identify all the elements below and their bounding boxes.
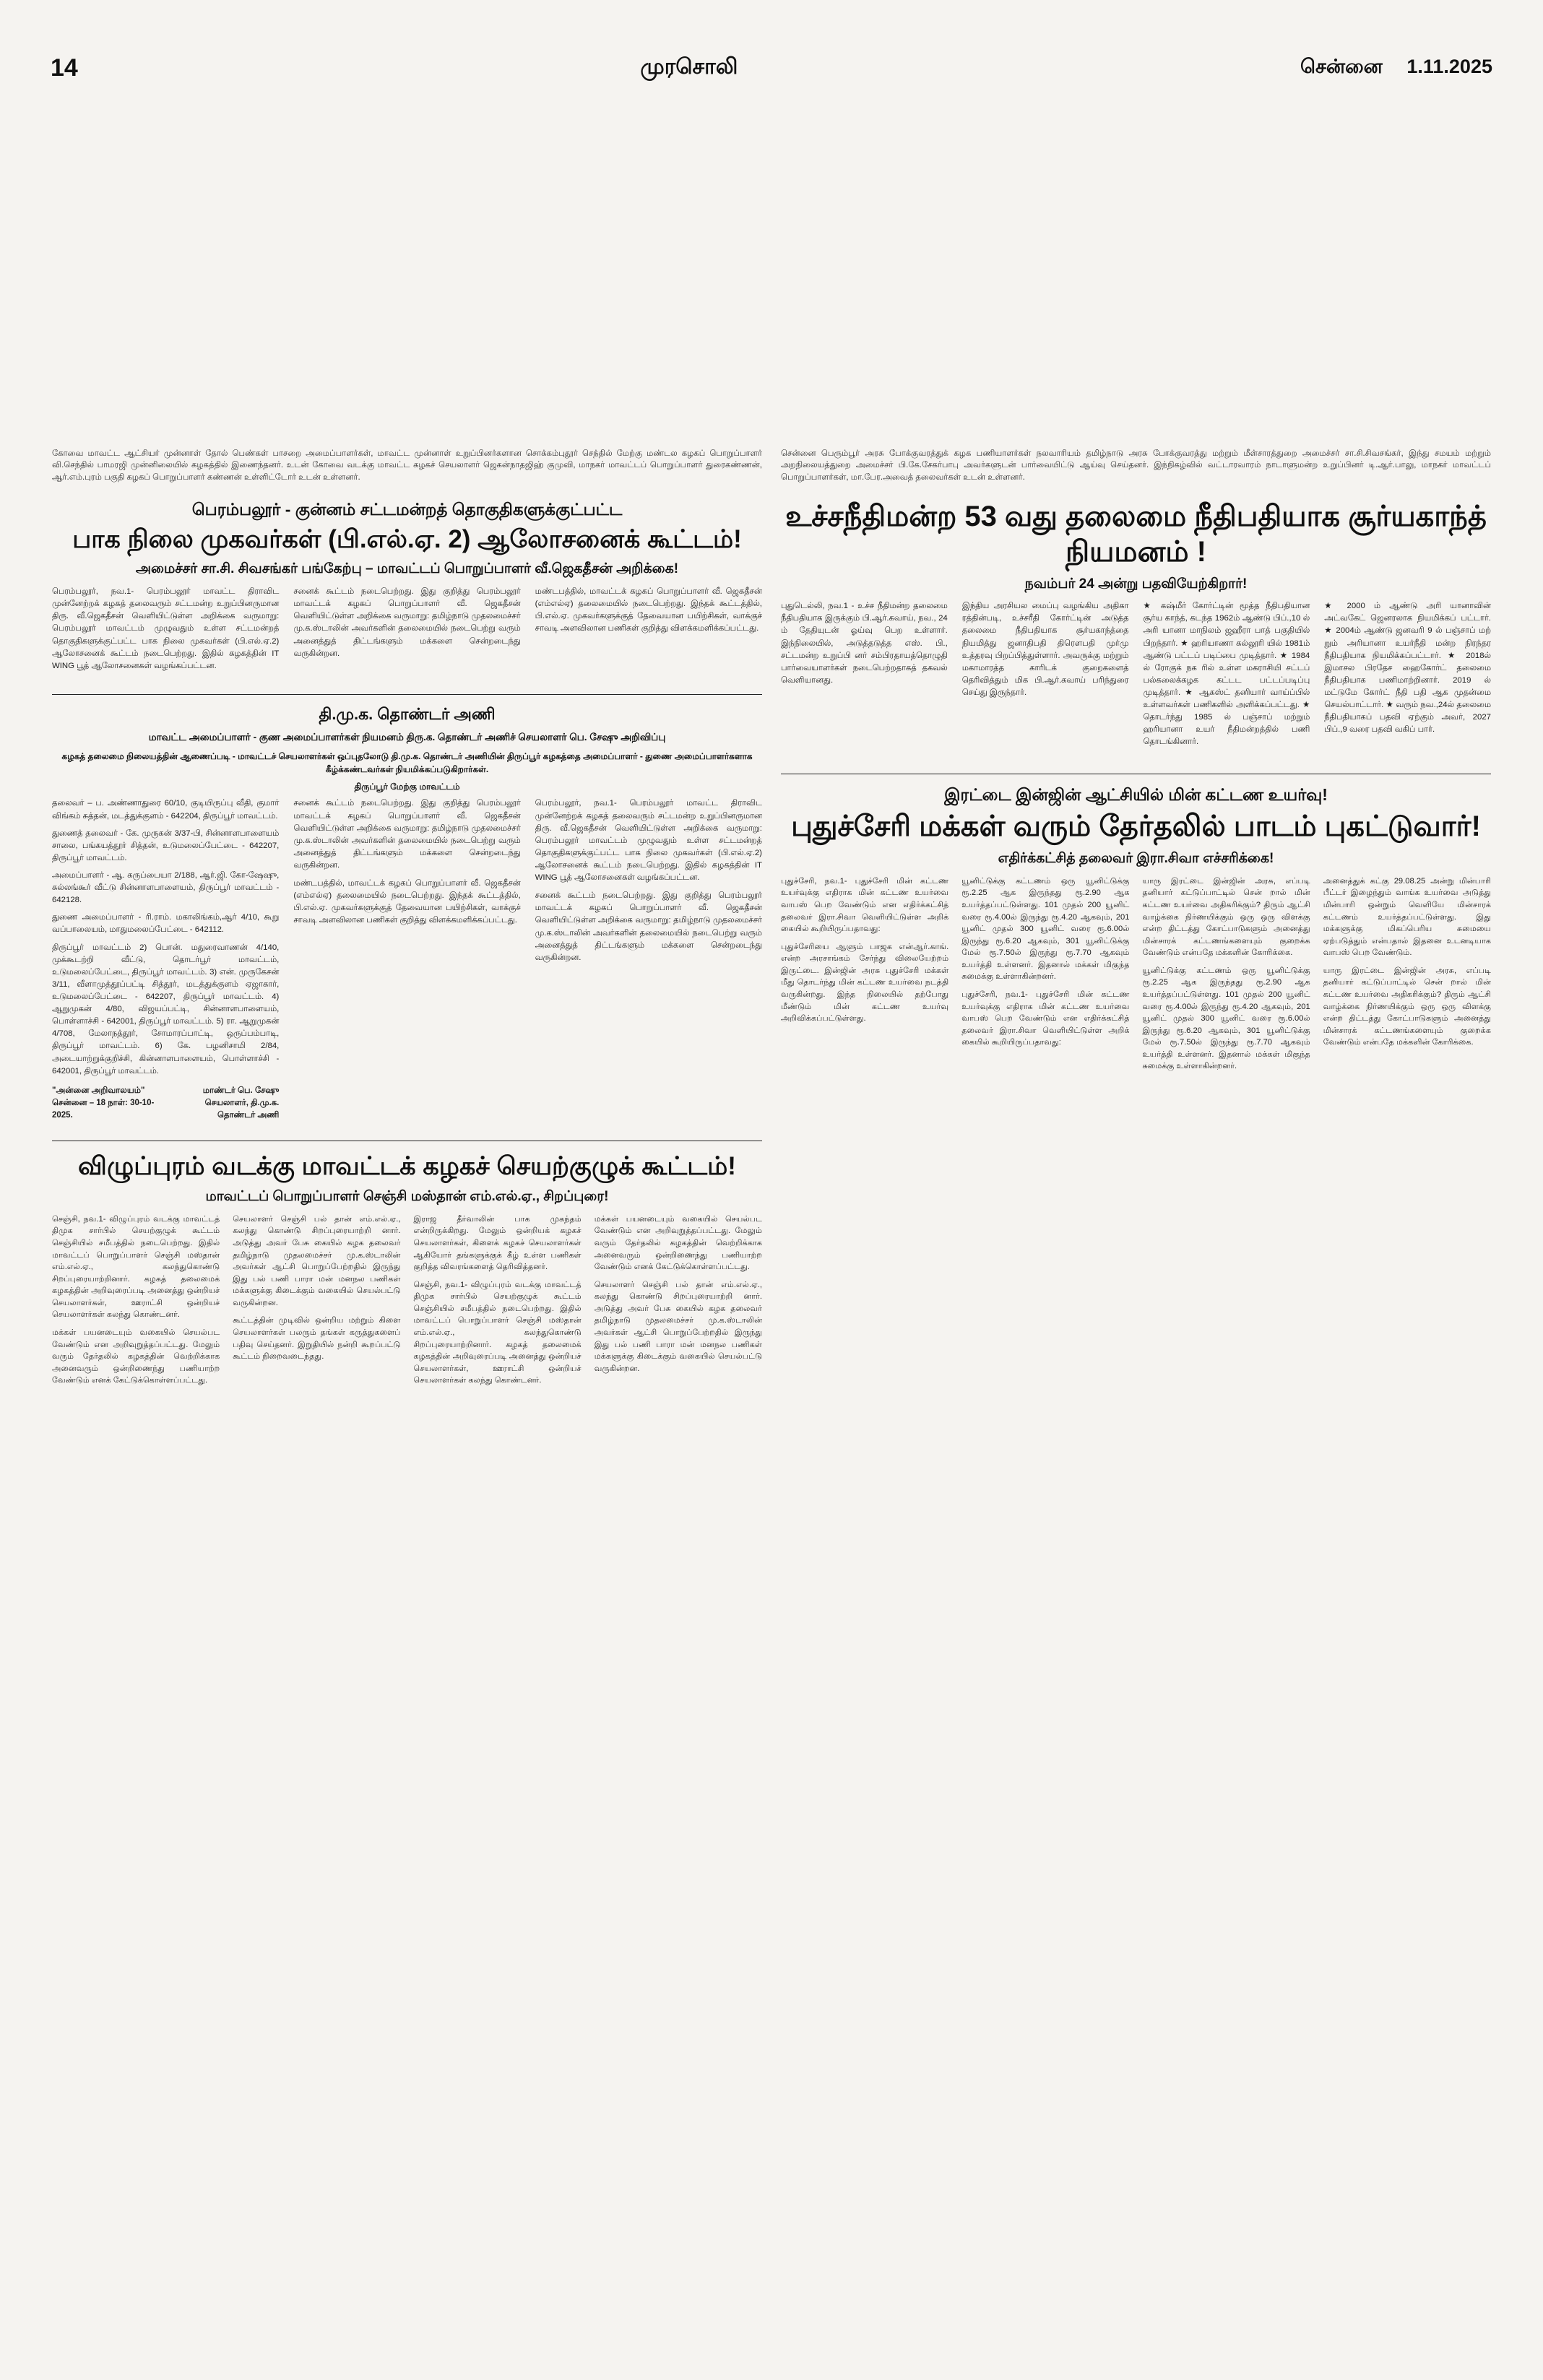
- paragraph: யாரு இரட்டை இன்ஜின் அரசு, எப்படி தனியார் கட்டுப்பாட்டில் சென் றால் மின் கட்டண உயர்வை அதிகரிக்கும்? திரும் ஆட்சி வாழ்க்கை நிர்ணயிக்கும் ஒரு ஒரு விளக்கு என்ற திட்டத்து கோட்பாடுகளும் அனைத்து மின்சாரக் கட்டணங்களையும் குறைக்க வேண்டும் என்பதே மக்களின் கோரிக்கை.: [1323, 966, 1491, 1047]
- two-column-layout: [52, 448, 1491, 1393]
- paragraph: புதுச்சேரி, நவ.1- புதுச்சேரி மின் கட்டண உயர்வுக்கு எதிராக மின் கட்டண உயர்வை வாபஸ் பெற வேண்டும் என எதிர்க்கட்சித் தலைவர் இரா.சிவா வெளியிட்டுள்ள அறிக் கையில் கூறியிருப்பதாவது:: [961, 990, 1130, 1047]
- paragraph: மண்டபத்தில், மாவட்டக் கழகப் பொறுப்பாளர் வீ. ஜெகதீசன் (எம்எல்ஏ) தலைமையில் நடைபெற்றது. இந்தக் கூட்டத்தில், பி.எல்.ஏ. முகவர்களுக்குத் தேவையான பயிற்சிகள், வாக்குச் சாவடி அளவிலான பணிகள் குறித்து விளக்கமளிக்கப்பட்டது.: [293, 879, 521, 925]
- body-column: [1143, 875, 1310, 1078]
- article-subhead: அமைச்சர் சா.சி. சிவசங்கர் பங்கேற்பு – மாவட்டப் பொறுப்பாளர் வீ.ஜெகதீசன் அறிக்கை!: [135, 561, 679, 577]
- article-body: [52, 1213, 762, 1393]
- left-photo-caption: கோவை மாவட்ட ஆட்சியர் முன்னாள் தோல் பெண்கள் பாசறை அமைப்பாளர்கள், மாவட்ட முன்னாள் உறுப்பினர்களான சொக்கம்புதூர் செந்தில் மேற்கு மண்டல கழகப் பொறுப்பாளர் வி.செந்தில் பாமரஜி முன்னிலையில் கழகத்தில் இணைந்தனர். உடன் கோவை வடக்கு மாவட்ட கழகச் செயலாளர் ஜெகன்நாதஜிஹ் குமுவி, மாநகர் மாவட்டப் பொறுப்பாளர் துரைகண்ணன், ஆர்.எம்.புரம் பகுதி கழகப் பொறுப்பாளர் கண்ணன் உள்ளிட்டோர் உடன் உள்ளனர்.: [52, 449, 762, 482]
- article-subhead: நவம்பர் 24 அன்று பதவியேற்கிறார்!: [1024, 576, 1248, 592]
- paragraph: சனைக் கூட்டம் நடைபெற்றது. இது குறித்து பெரம்பலூர் மாவட்டக் கழகப் பொறுப்பாளர் வீ. ஜெகதீசன் வெளியிட்டுள்ள அறிக்கை வருமாறு: தமிழ்நாடு முதலமைச்சர் மு.க.ஸ்டாலின் அவர்களின் தலைமையில் நடைபெற்று வரும் அனைத்துத் திட்டங்களும் மக்களை சென்றடைந்து வருகின்றன.: [293, 587, 521, 658]
- edition-info: [1300, 56, 1492, 81]
- body-column: [595, 1213, 762, 1393]
- body-column: [293, 586, 520, 678]
- paragraph: பெரம்பலூர், நவ.1- பெரம்பலூர் மாவட்ட திராவிட முன்னேற்றக் கழகத் தலைவரும் சட்டமன்ற உறுப்பினருமான திரு. வீ.ஜெகதீசன் வெளியிட்டுள்ள அறிக்கை வருமாறு: பெரம்பலூர் மாவட்டம் முழுவதும் உள்ள சட்டமன்றத் தொகுதிகளுக்குட்பட்ட பாக நிலை முகவர்கள் (பி.எல்.ஏ.2) ஆலோசனைக் கூட்டம் நடைபெற்றது. இதில் கழகத்தின் IT WING பூத் ஆலோசனைகள் வழங்கப்பட்டன.: [52, 587, 280, 670]
- body-column: [414, 1213, 582, 1393]
- body-column: [1324, 600, 1491, 754]
- body-column: [52, 797, 279, 1122]
- paragraph: அனைத்துக் கட்கு 29.08.25 அன்று மின்பாரி பீட்டர் இழைந்தும் வாங்க உயர்வை அடுத்து மின்பாரி ஒன்றும் வெளியே மின்சாரக் கட்டணம் உயர்த்தப்பட்டுள்ளது. இது மக்களுக்கு மிகப்பெரிய சுமையை ஏற்படுத்தும் என்பதால் இதனை உடனடியாக வாபஸ் பெற வேண்டும்.: [1323, 876, 1491, 958]
- paper-name: முரசொலி: [640, 54, 738, 79]
- right-photo-caption: சென்னை பெரும்பூர் அரசு போக்குவரத்துக் கழக பணியாளர்கள் நலவாரியம் தமிழ்நாடு அரசு போக்குவரத்து மற்றும் மீள்சாரத்துறை அமைச்சர் சா.சி.சிவசங்கர், இந்து சமயம் மற்றும் அறநிலையத்துறை அமைச்சர் பி.கே.சேகர்பாபு அவர்களுடன் பார்வையிட்டு ஆய்வு செய்தனர். இந்நிகழ்வில் வட்டாரவாரம் நாடாளுமன்ற உறுப்பினர் டி.ஆர்.பாலு, மாநகர் மாவட்டப் பொறுப்பாளர்கள், மா.பேர.அவைத் தலைவர்கள் உடன் உள்ளனர்.: [781, 449, 1491, 482]
- body-column: [233, 1213, 400, 1393]
- paragraph: யாரு இரட்டை இன்ஜின் அரசு, எப்படி தனியார் கட்டுப்பாட்டில் சென் றால் மின் கட்டண உயர்வை அதிகரிக்கும்? திரும் ஆட்சி வாழ்க்கை நிர்ணயிக்கும் ஒரு ஒரு விளக்கு என்ற திட்டத்து கோட்பாடுகளும் அனைத்து மின்சாரக் கட்டணங்களையும் குறைக்க வேண்டும் என்பதே மக்களின் கோரிக்கை.: [1142, 876, 1310, 958]
- paragraph: செஞ்சி, நவ.1- விழுப்புரம் வடக்கு மாவட்டத் திமுக சார்பில் செயற்குழுக் கூட்டம் செஞ்சியில் சமீபத்தில் நடைபெற்றது. இதில் மாவட்டப் பொறுப்பாளர் செஞ்சி மஸ்தான் எம்.எல்.ஏ., கலந்துகொண்டு சிறப்புரையாற்றினார். கழகத் தலைமைக் கழகத்தின் அறிவுரைப்படி அனைத்து ஒன்றியச் செயலாளர்கள், ஊராட்சி ஒன்றியச் செயலாளர்கள் கலந்து கொண்டனர்.: [52, 1214, 220, 1320]
- body-column: [1144, 600, 1310, 754]
- article-subtitle: மாவட்ட அமைப்பாளர் - குண அமைப்பாளர்கள் நியமனம் திரு.க. தொண்டர் அணிச் செயலாளர் பெ. சேஷு அறிவிப்பு: [148, 731, 666, 743]
- paragraph: மக்கள் பயனடையும் வகையில் செயல்பட வேண்டும் என அறிவுறுத்தப்பட்டது. மேலும் வரும் தேர்தலில் கழகத்தின் வெற்றிக்காக அனைவரும் ஒன்றிணைந்து பணியாற்ற வேண்டும் எனக் கேட்டுக்கொள்ளப்பட்டது.: [594, 1214, 762, 1272]
- body-column: [52, 586, 279, 678]
- paragraph: புதுச்சேரியை ஆளும் பாஜக என்ஆர்.காங். என்ற அரசாங்கம் சேர்ந்து விலையேற்றம் இருட்டை. இன்ஜின் அரசு புதுச்சேரி மக்கள் மீது தொடர்ந்து மின் கட்டண உயர்வை நடத்தி வருகின்றது. இந்த நிலையில் தற்போது மீண்டும் மின் கட்டண உயர்வு அறிவிக்கப்பட்டுள்ளது.: [781, 942, 949, 1024]
- signature-row: [52, 1085, 279, 1122]
- edition-city: சென்னை: [1300, 56, 1383, 77]
- body-column: [535, 797, 762, 1122]
- paragraph: இந்திய அரசியல மைப்பு வழங்கிய அதிகா ரத்தின்படி, உச்சரீதி கோர்ட்டின் அடுத்த தலைமை நீதிபதியாக சூர்யகாந்த்தை நியமித்து ஜனாதிபதி திரௌபதி முர்மு உத்தரவு பிறப்பித்துள்ளார். அவருக்கு மற்றும் மகாமாரத்த காரிடக் குறைகளைத் தெரிவித்தும் மிக பி.ஆர்.கவாய் பரிந்துரை செய்து இருந்தார்.: [961, 602, 1129, 698]
- paragraph: புதுடெல்லி, நவ.1 - உச்ச நீதிமன்ற தலைமை நீதிபதியாக இருக்கும் பி.ஆர்.கவாய், நவ., 24 ம் தேதியுடன் ஓய்வு பெற உள்ளார். இந்நிலையில், அடுத்தடுத்த எஸ். பி., சட்டமன்ற உறுப்பி னர் சம்பிரதாயத்தொழுதி பார்வையாளர்கள் நடைபெற்றதாகத் தகவல் வெளியானது.: [781, 602, 948, 685]
- article-headline: உச்சநீதிமன்ற 53 வது தலைமை நீதிபதியாக சூர்யகாந்த் நியமனம் !: [785, 500, 1487, 568]
- paragraph: சனைக் கூட்டம் நடைபெற்றது. இது குறித்து பெரம்பலூர் மாவட்டக் கழகப் பொறுப்பாளர் வீ. ஜெகதீசன் வெளியிட்டுள்ள அறிக்கை வருமாறு: தமிழ்நாடு முதலமைச்சர் மு.க.ஸ்டாலின் அவர்களின் தலைமையில் நடைபெற்று வரும் அனைத்துத் திட்டங்களும் மக்களை சென்றடைந்து வருகின்றன.: [535, 891, 762, 962]
- article-villupuram-meeting: [52, 1141, 762, 1392]
- paragraph: அமைப்பாளர் - ஆ. கருப்பையா 2/188, ஆர்.ஜி. கோ-ஷேஷு, சுல்லங்கூர் வீட்டு சின்னாளபாளையம், திருப்பூர் மாவட்டம் - 642128.: [52, 870, 280, 905]
- article-subhead: எதிர்க்கட்சித் தலைவர் இரா.சிவா எச்சரிக்கை!: [998, 851, 1274, 867]
- article-subhead: மாவட்டப் பொறுப்பாளர் செஞ்சி மஸ்தான் எம்.எல்.ஏ., சிறப்புரை!: [205, 1189, 609, 1205]
- body-column: [293, 797, 520, 1122]
- paragraph: யூனிட்டுக்கு கட்டணம் ஒரு யூனிட்டுக்கு ரூ.2.25 ஆக இருந்தது ரூ.2.90 ஆக உயர்த்தப்பட்டுள்ளது. 101 முதல் 200 யூனிட் வரை ரூ.4.00ல் இருந்து ரூ.4.20 ஆகவும், 201 யூனிட் முதல் 300 யூனிட் வரை ரூ.6.00ல் இருந்து ரூ.6.20 ஆகவும், 301 யூனிட்டுக்கு மேல் ரூ.7.50ல் இருந்து ரூ.7.70 ஆகவும் உயர்த்தி உள்ளனர். இதனால் மக்கள் மிகுந்த சுமைக்கு உள்ளாகின்றனர்.: [1142, 966, 1310, 1071]
- article-kicker: இரட்டை இன்ஜின் ஆட்சியில் மின் கட்டண உயர்வு!: [944, 784, 1328, 804]
- article-kicker: பெரம்பலூர் - குன்னம் சட்டமன்றத் தொகுதிகளுக்குட்பட்ட: [191, 499, 623, 519]
- paragraph: செஞ்சி, நவ.1- விழுப்புரம் வடக்கு மாவட்டத் திமுக சார்பில் செயற்குழுக் கூட்டம் செஞ்சியில் சமீபத்தில் நடைபெற்றது. இதில் மாவட்டப் பொறுப்பாளர் செஞ்சி மஸ்தான் எம்.எல்.ஏ., கலந்துகொண்டு சிறப்புரையாற்றினார். கழகத் தலைமைக் கழகத்தின் அறிவுரைப்படி அனைத்து ஒன்றியச் செயலாளர்கள், ஊராட்சி ஒன்றியச் செயலாளர்கள் கலந்து கொண்டனர்.: [413, 1280, 582, 1385]
- signature-name: மாண்டர் பெ. சேஷு செயலாளர், தி.மு.க. தொண்டர் அணி: [202, 1086, 280, 1120]
- article-thondar-ani: [52, 694, 762, 1122]
- paragraph: தலைவர் – ப. அண்ணாதுரை 60/10, குடியிருப்பு வீதி, குமார் விங்கம் சுத்தன், மடத்துக்குளம் - 642204, திருப்பூர் மாவட்டம்.: [52, 799, 280, 821]
- paragraph: கூட்டத்தின் முடிவில் ஒன்றிய மற்றும் கிளை செயலாளர்கள் பலரும் தங்கள் கருத்துகளைப் பதிவு செய்தனர். இறுதியில் நன்றி கூறப்பட்டு கூட்டம் நிறைவடைந்தது.: [233, 1316, 401, 1362]
- left-half: [52, 448, 762, 1393]
- district-title: திருப்பூர் மேற்கு மாவட்டம்: [354, 782, 460, 792]
- appointments-body: [52, 797, 762, 1122]
- paragraph: செயலாளர் செஞ்சி பல் தான் எம்.எல்.ஏ., கலந்து கொண்டு சிறப்புரையாற்றி னார். அடுத்து அவர் பேசு கையில் கழக தலைவர் தமிழ்நாடு முதலமைச்சர் மு.க.ஸ்டாலின் அவர்கள் ஆட்சி பொறுப்பேற்றதில் இருந்து இது பல் பணி பாரா மன் மனநல பணிகள் மக்களுக்கு கிடைக்கும் வகையில் செயல்பட்டு வருகின்றன.: [233, 1214, 401, 1307]
- edition-date: 1.11.2025: [1406, 56, 1492, 77]
- article-body: [781, 875, 1491, 1078]
- paragraph: துணைத் தலைவர் - கே. முருகன் 3/37-பி, சின்னாளபாளையம் சாலை, பங்கயத்தூர் சித்தன், உடுமலைப்பேட்டை - 642207, திருப்பூர் மாவட்டம்.: [52, 828, 280, 862]
- article-body: [781, 600, 1491, 754]
- paragraph: சனைக் கூட்டம் நடைபெற்றது. இது குறித்து பெரம்பலூர் மாவட்டக் கழகப் பொறுப்பாளர் வீ. ஜெகதீசன் வெளியிட்டுள்ள அறிக்கை வருமாறு: தமிழ்நாடு முதலமைச்சர் மு.க.ஸ்டாலின் அவர்களின் தலைமையில் நடைபெற்று வரும் அனைத்துத் திட்டங்களும் மக்களை சென்றடைந்து வருகின்றன.: [293, 799, 521, 870]
- paragraph: ★ கஷ்மீர் கோர்ட்டின் மூத்த நீதிபதியான சூர்ய காந்த், கடந்த 1962ம் ஆண்டு பிப்.,10 ல் அரி யானா மாநிலம் ஜஹீரா பாத் பகுதியில் பிறந்தார். ★ ஹரியாணா கல்லூரி யில் 1981ம் ஆண்டு பட்டப் படிப்பை முடித்தார். ★ 1984 ல் ரோகுக் நக ரில் உள்ள மகராசியி சட்டப் பல்கலைக்கழக கட்டட பட்டப்படிப்பு முடித்தார். ★ ஆகஸ்ட் தனியார் வாய்ப்பில் உள்ளவர்கள் பணிகளில் அளிக்கப்பட்டது. ★ தொடர்ந்து 1985 ல் பஞ்சாப் மற்றும் ஹரியானா உயர் நீதிமன்றத்தில் பணி தொடங்கினார்.: [1143, 602, 1310, 747]
- masthead: [51, 54, 1492, 82]
- body-column: [962, 600, 1129, 754]
- right-half: [781, 448, 1491, 1393]
- article-perambalur-bla: [52, 499, 762, 678]
- paragraph: பெரம்பலூர், நவ.1- பெரம்பலூர் மாவட்ட திராவிட முன்னேற்றக் கழகத் தலைவரும் சட்டமன்ற உறுப்பினருமான திரு. வீ.ஜெகதீசன் வெளியிட்டுள்ள அறிக்கை வருமாறு: பெரம்பலூர் மாவட்டம் முழுவதும் உள்ள சட்டமன்றத் தொகுதிகளுக்குட்பட்ட பாக நிலை முகவர்கள் (பி.எல்.ஏ.2) ஆலோசனைக் கூட்டம் நடைபெற்றது. இதில் கழகத்தின் IT WING பூத் ஆலோசனைகள் வழங்கப்பட்டன.: [535, 799, 762, 883]
- paragraph: செயலாளர் செஞ்சி பல் தான் எம்.எல்.ஏ., கலந்து கொண்டு சிறப்புரையாற்றி னார். அடுத்து அவர் பேசு கையில் கழக தலைவர் தமிழ்நாடு முதலமைச்சர் மு.க.ஸ்டாலின் அவர்கள் ஆட்சி பொறுப்பேற்றதில் இருந்து இது பல் பணி பாரா மன் மனநல பணிகள் மக்களுக்கு கிடைக்கும் வகையில் செயல்பட்டு வருகின்றன.: [594, 1280, 762, 1373]
- divider: [52, 694, 762, 695]
- body-column: [781, 600, 948, 754]
- article-headline: புதுச்சேரி மக்கள் வரும் தேர்தலில் பாடம் புகட்டுவார்!: [791, 810, 1481, 843]
- paragraph: மண்டபத்தில், மாவட்டக் கழகப் பொறுப்பாளர் வீ. ஜெகதீசன் (எம்எல்ஏ) தலைமையில் நடைபெற்றது. இந்தக் கூட்டத்தில், பி.எல்.ஏ. முகவர்களுக்குத் தேவையான பயிற்சிகள், வாக்குச் சாவடி அளவிலான பணிகள் குறித்து விளக்கமளிக்கப்பட்டது.: [535, 587, 762, 633]
- body-column: [535, 586, 762, 678]
- body-column: [781, 875, 948, 1078]
- article-headline: பாக நிலை முகவர்கள் (பி.எல்.ஏ. 2) ஆலோசனைக் கூட்டம்!: [72, 524, 742, 553]
- page-number: 14: [51, 54, 78, 82]
- body-column: [961, 875, 1129, 1078]
- body-column: [1323, 875, 1491, 1078]
- signature-address: "அன்னை அறிவாலயம்" சென்னை – 18 நாள்: 30-10-2025.: [52, 1086, 155, 1120]
- paragraph: புதுச்சேரி, நவ.1- புதுச்சேரி மின் கட்டண உயர்வுக்கு எதிராக மின் கட்டண உயர்வை வாபஸ் பெற வேண்டும் என எதிர்க்கட்சித் தலைவர் இரா.சிவா வெளியிட்டுள்ள அறிக் கையில் கூறியிருப்பதாவது:: [781, 876, 949, 934]
- article-headline: விழுப்புரம் வடக்கு மாவட்டக் கழகச் செயற்குழுக் கூட்டம்!: [78, 1152, 736, 1181]
- article-puducherry-power-tariff: [781, 774, 1491, 1078]
- article-title: தி.மு.க. தொண்டர் அணி: [319, 704, 496, 723]
- paragraph: திருப்பூர் மாவட்டம் 2) பொன். மதுரைவாணன் 4/140, முக்கூடற்றி வீட்டு, தொடர்பூர் மாவட்டம், உடுமலைப்பேட்டை, திருப்பூர் மாவட்டம். 3) என். முருகேசன் 3/11, வீளாமுத்தூப்பட்டி சித்தூர், மடத்துக்குளம் ஏஜாகார், உடுமலைப்பேட்டை - 642207, திருப்பூர் மாவட்டம். 4) ஆறுமுகன் 4/80, விஜயப்பட்டி, சின்னாளபாளையம், பொள்ளாச்சி - 642001, திருப்பூர் மாவட்டம். 5) ரா. ஆறுமுகன் 4/708, மேலாநத்தூர், சோமாரப்பாட்டி, ஒருப்பம்பாடி, திருப்பூர் மாவட்டம். 6) கே. பழனிசாமி 2/84, அடையாற்றுக்குறிச்சி, கின்னாளபாளையம், பொள்ளாச்சி - 642001, திருப்பூர் மாவட்டம்.: [52, 943, 280, 1076]
- paragraph: இராஜ தீர்வாலின் பாக முகந்தம் என்றிருக்கிறது. மேலும் ஒன்றியக் கழகச் செயலாளர்கள், கிளைக் கழகச் செயலாளர்கள் ஆகியோர் தங்களுக்குக் கீழ் உள்ள பணிகள் குறித்த விவரங்களைத் தெரிவித்தனர்.: [413, 1214, 582, 1272]
- paragraph: ★ 2000 ம் ஆண்டு அரி யானாவின் அட்வகேட் ஜெனரலாக நியமிக்கப் பட்டார். ★ 2004ம் ஆண்டு ஜனவரி 9 ல் பஞ்சாப் மற் றும் அரியானா உயர்நீதி மன்ற நிரந்தர நீதிபதியாக நியமிக்கப்பட்டார். ★ 2018ல் இமாசல பிரதேச ஹைகோர்ட் தலைமை நீதிபதியாக பணிமாற்றினார். 2019 ல் மட்டுமே கோர்ட் நீதி பதி ஆக முதன்மை செயல்பாட்டார். ★ வரும் நவ.,24ல் தலைமை நீதிபதியாகப் பதவி ஏற்கும் அவர், 2027 பிப்.,9 வரை பதவி வகிப் பார்.: [1324, 602, 1491, 735]
- page-content: [52, 448, 1491, 2351]
- article-chief-justice: [781, 499, 1491, 755]
- paragraph: மக்கள் பயனடையும் வகையில் செயல்பட வேண்டும் என அறிவுறுத்தப்பட்டது. மேலும் வரும் தேர்தலில் கழகத்தின் வெற்றிக்காக அனைவரும் ஒன்றிணைந்து பணியாற்ற வேண்டும் எனக் கேட்டுக்கொள்ளப்பட்டது.: [52, 1328, 220, 1385]
- article-body: [52, 586, 762, 678]
- article-intro: கழகத் தலைமை நிலையத்தின் ஆணைப்படி - மாவட்டச் செயலாளர்கள் ஒப்புதலோடு தி.மு.க. தொண்டர் அணியின் திருப்பூர் கழகத்தை அமைப்பாளர் - துணை அமைப்பாளர்களாக கீழ்க்கண்டவர்கள் நியமிக்கப்படுகிறார்கள்.: [61, 751, 753, 775]
- body-column: [52, 1213, 220, 1393]
- paragraph: துணை அமைப்பாளர் - ரி.ராம். மகாலிங்கம்,ஆர் 4/10, கூறு வப்பாலையம், மாதுமலைப்பேட்டை - 642112.: [52, 913, 280, 935]
- paragraph: யூனிட்டுக்கு கட்டணம் ஒரு யூனிட்டுக்கு ரூ.2.25 ஆக இருந்தது ரூ.2.90 ஆக உயர்த்தப்பட்டுள்ளது. 101 முதல் 200 யூனிட் வரை ரூ.4.00ல் இருந்து ரூ.4.20 ஆகவும், 201 யூனிட் முதல் 300 யூனிட் வரை ரூ.6.00ல் இருந்து ரூ.6.20 ஆகவும், 301 யூனிட்டுக்கு மேல் ரூ.7.50ல் இருந்து ரூ.7.70 ஆகவும் உயர்த்தி உள்ளனர். இதனால் மக்கள் மிகுந்த சுமைக்கு உள்ளாகின்றனர்.: [961, 876, 1130, 982]
